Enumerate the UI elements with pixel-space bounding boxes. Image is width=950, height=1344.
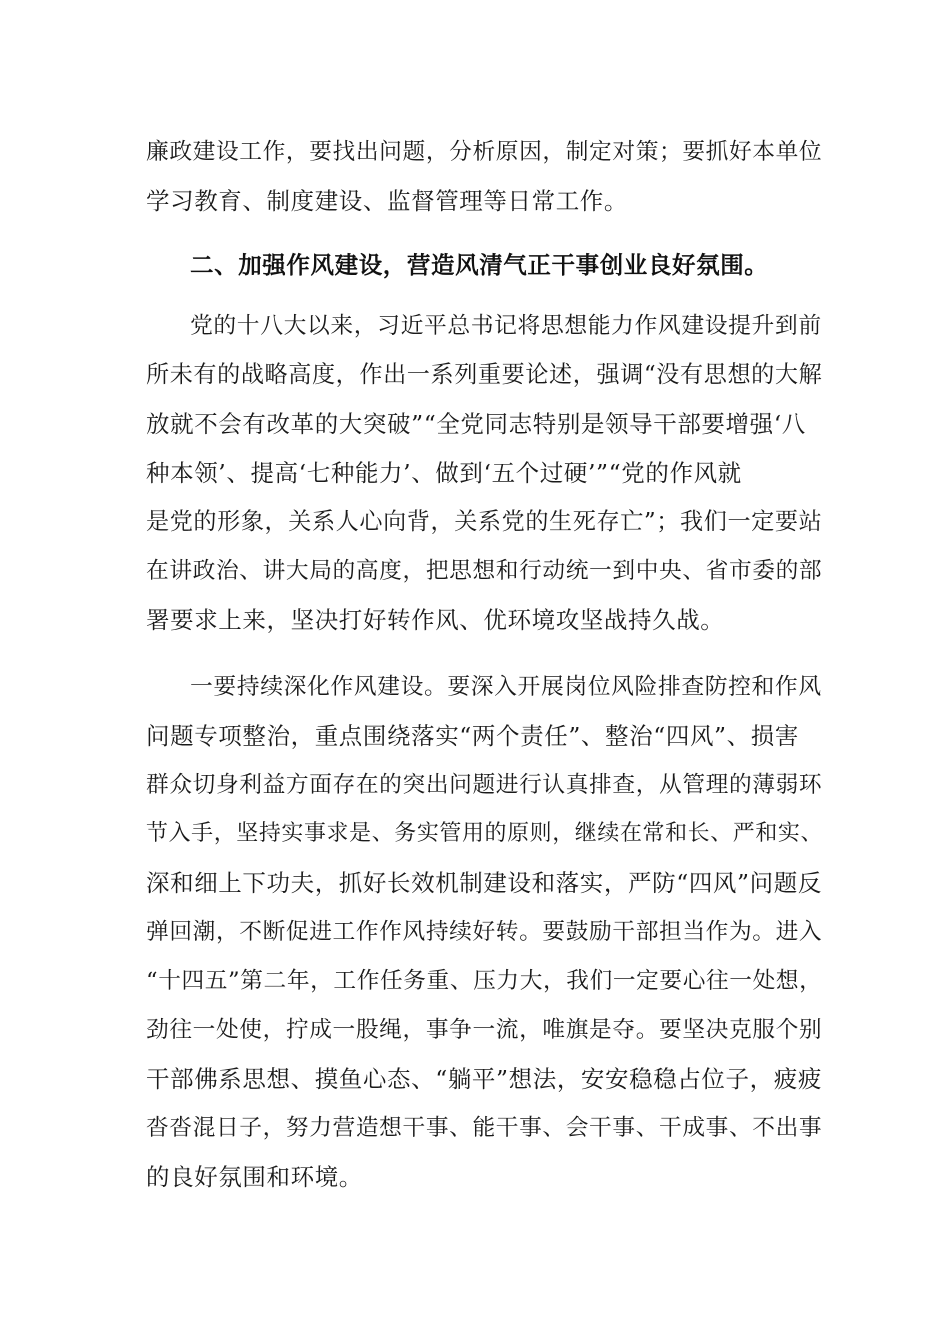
paragraph-line: “十四五”第二年，工作任务重、压力大，我们一定要心往一处想， [146, 968, 823, 994]
paragraph-line: 学习教育、制度建设、监督管理等日常工作。 [146, 187, 628, 215]
paragraph-line: 是党的形象，关系人心向背，关系党的生死存亡”；我们一定要站 [146, 509, 823, 535]
paragraph-line: 群众切身利益方面存在的突出问题进行认真排查，从管理的薄弱环 [146, 772, 823, 798]
paragraph-line: 在讲政治、讲大局的高度，把思想和行动统一到中央、省市委的部 [146, 558, 823, 584]
paragraph-line: 所未有的战略高度，作出一系列重要论述，强调“没有思想的大解 [146, 362, 823, 388]
paragraph-line: 弹回潮，不断促进工作作风持续好转。要鼓励干部担当作为。进入 [146, 919, 823, 945]
paragraph-line: 干部佛系思想、摸鱼心态、“躺平”想法，安安稳稳占位子，疲疲 [146, 1065, 822, 1093]
section-heading: 二、加强作风建设，营造风清气正干事创业良好氛围。 [190, 251, 769, 279]
paragraph-line: 党的十八大以来，习近平总书记将思想能力作风建设提升到前 [190, 313, 822, 339]
paragraph-line: 的良好氛围和环境。 [146, 1163, 363, 1191]
paragraph-line: 放就不会有改革的大突破”“全党同志特别是领导干部要增强‘八 [146, 410, 806, 438]
paragraph-line: 一要持续深化作风建设。要深入开展岗位风险排查防控和作风 [190, 674, 822, 700]
paragraph-line: 沓沓混日子，努力营造想干事、能干事、会干事、干成事、不出事 [146, 1115, 823, 1141]
paragraph-line: 劲往一处使，拧成一股绳，事争一流，唯旗是夺。要坚决克服个别 [146, 1017, 823, 1043]
paragraph-line: 节入手，坚持实事求是、务实管用的原则，继续在常和长、严和实、 [146, 821, 824, 846]
paragraph-line: 廉政建设工作，要找出问题，分析原因，制定对策；要抓好本单位 [146, 139, 823, 165]
paragraph-line: 署要求上来，坚决打好转作风、优环境攻坚战持久战。 [146, 606, 725, 634]
paragraph-line: 种本领’、提高‘七种能力’、做到‘五个过硬’”“党的作风就 [146, 459, 742, 487]
paragraph-line: 问题专项整治，重点围绕落实“两个责任”、整治“四风”、损害 [146, 722, 799, 750]
paragraph-line: 深和细上下功夫，抓好长效机制建设和落实，严防“四风”问题反 [146, 869, 822, 897]
